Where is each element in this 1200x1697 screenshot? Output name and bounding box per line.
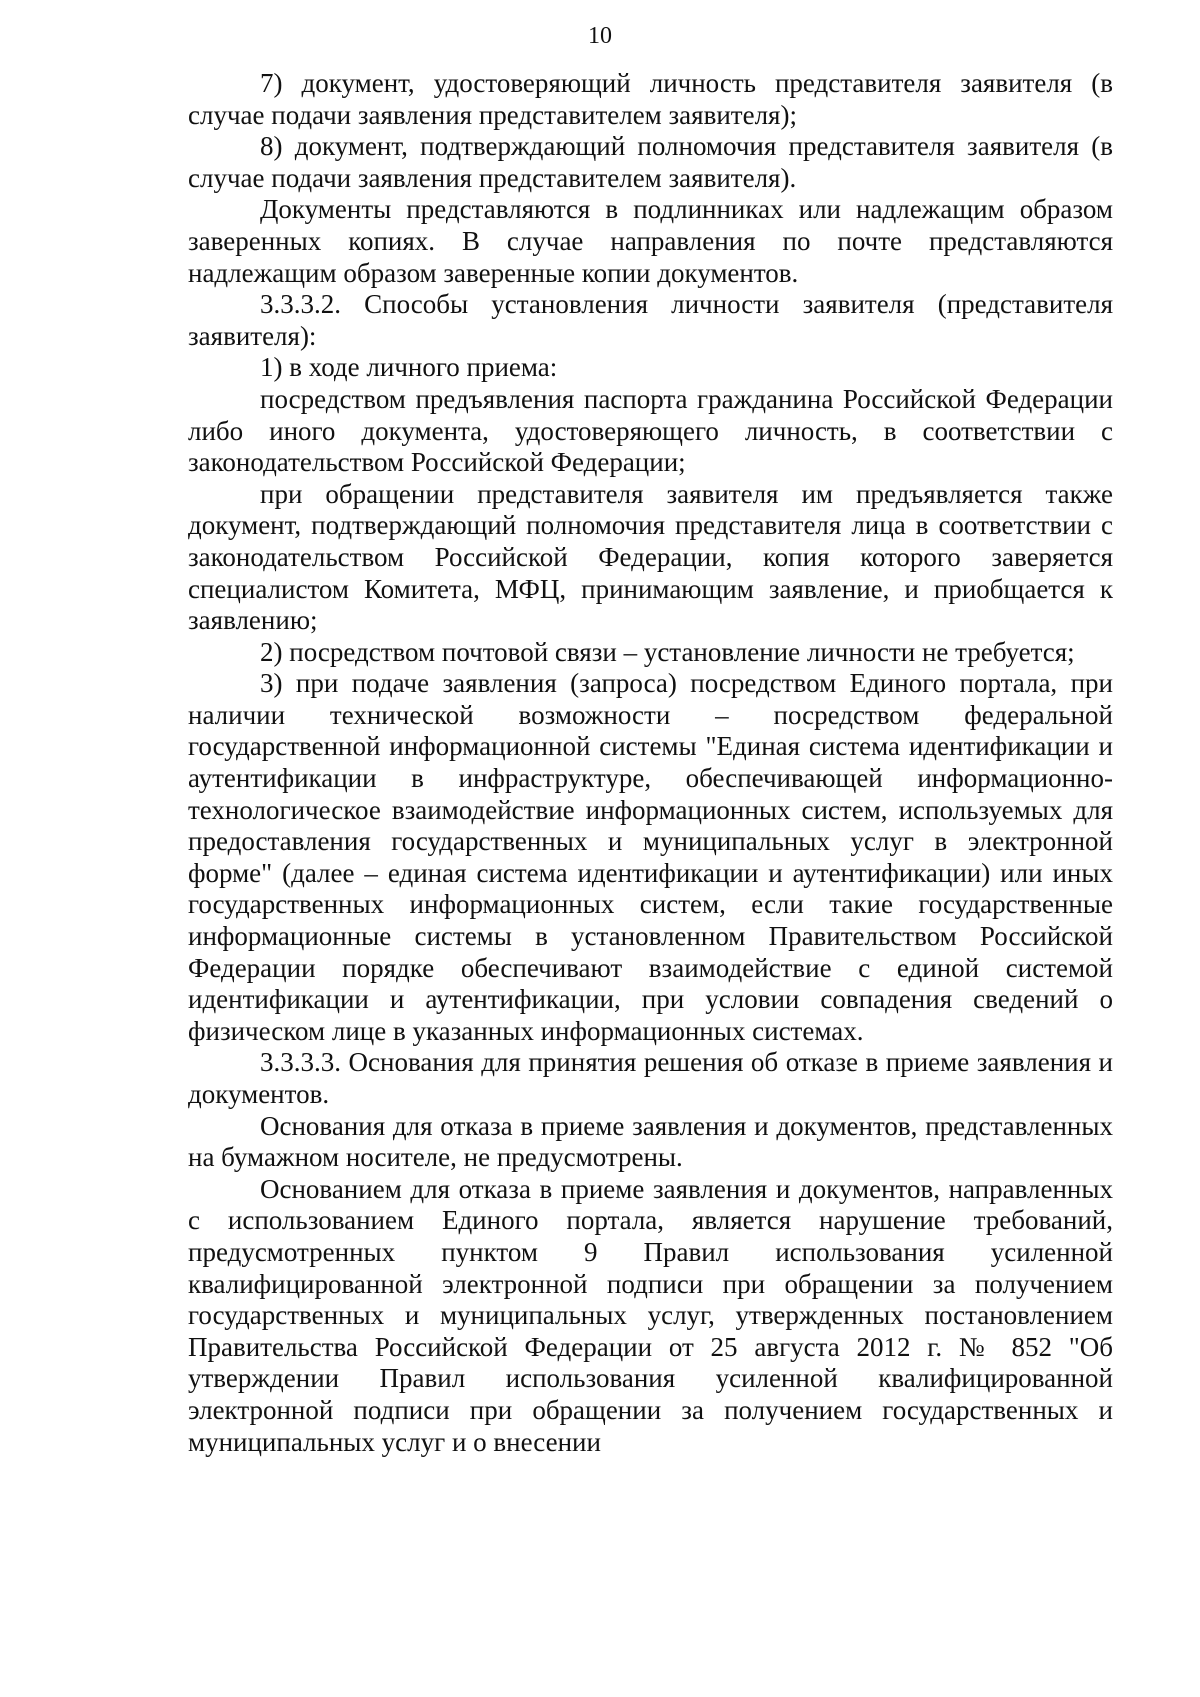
document-body [188,68,1113,1458]
paragraph-postal: 2) посредством почтовой связи – установление личности не требуется; [260,636,1075,667]
section-heading-3-3-3-2: 3.3.3.2. Способы установления личности заявителя (представителя заявителя): [188,289,1113,351]
paragraph-personal-reception: 1) в ходе личного приема: [260,352,558,383]
paragraph-documents-originals: Документы представляются в подлинниках или надлежащим образом заверенных копиях. В случае направления по почте представляются надлежащим образом заверенные копии документов. [188,194,1113,288]
page-number: 10 [588,23,612,49]
paragraph-portal: 3) при подаче заявления (запроса) посредством Единого портала, при наличии технической возможности – посредством федеральной государственной информационной системы "Единая система идентификации и аутентификации в инфраструктуре, обеспечивающей информационно-технологическое взаимодействие информационных систем, используемых для предоставления государственных и муниципальных услуг в электронной форме" (далее – единая система идентификации и аутентификации) или иных государственных информационных систем, если такие государственные информационные системы в установленном Правительством Российской Федерации порядке обеспечивают взаимодействие с единой системой идентификации и аутентификации, при условии совпадения сведений о физическом лице в указанных информационных системах. [188,668,1113,1046]
section-heading-3-3-3-3: 3.3.3.3. Основания для принятия решения об отказе в приеме заявления и документов. [188,1047,1113,1109]
paragraph-item-7: 7) документ, удостоверяющий личность представителя заявителя (в случае подачи заявления представителем заявителя); [188,68,1113,130]
paragraph-item-8: 8) документ, подтверждающий полномочия представителя заявителя (в случае подачи заявления представителем заявителя). [188,131,1113,193]
paragraph-passport: посредством предъявления паспорта гражданина Российской Федерации либо иного документа, удостоверяющего личность, в соответствии с законодательством Российской Федерации; [188,383,1113,478]
paragraph-portal-grounds: Основанием для отказа в приеме заявления и документов, направленных с использованием Единого портала, является нарушение требований, предусмотренных пунктом 9 Правил использования усиленной квалифицированной электронной подписи при обращении за получением государственных и муниципальных услуг, утвержденных постановлением Правительства Российской Федерации от 25 августа 2012 г. № 852 "Об утверждении Правил использования усиленной квалифицированной электронной подписи при обращении за получением государственных и муниципальных услуг и о внесении [188,1173,1113,1457]
paragraph-representative: при обращении представителя заявителя им предъявляется также документ, подтверждающий полномочия представителя лица в соответствии с законодательством Российской Федерации, копия которого заверяется специалистом Комитета, МФЦ, принимающим заявление, и приобщается к заявлению; [188,478,1113,636]
paragraph-paper-grounds: Основания для отказа в приеме заявления и документов, представленных на бумажном носителе, не предусмотрены. [188,1110,1113,1173]
